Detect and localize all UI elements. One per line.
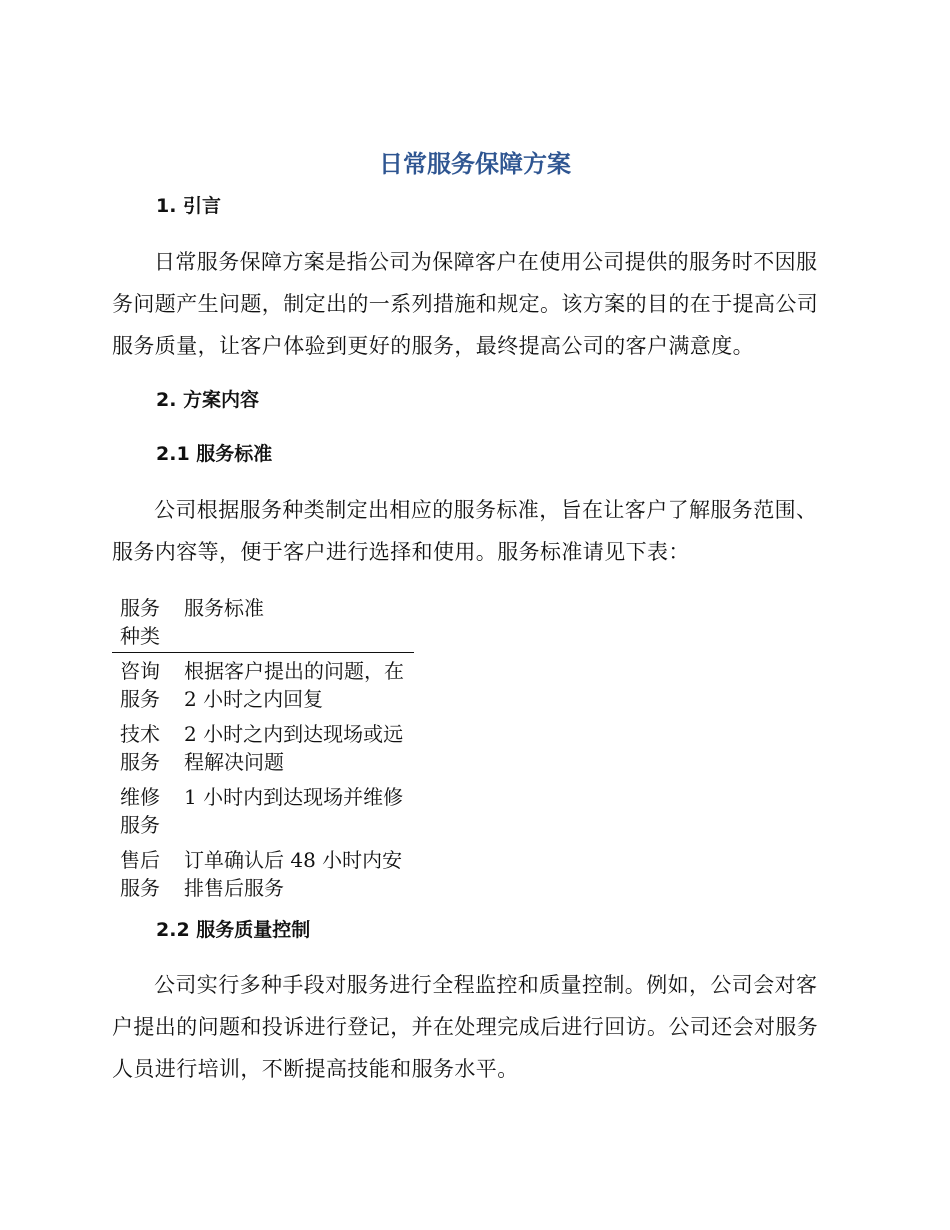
- paragraph-line: 务问题产生问题，制定出的一系列措施和规定。该方案的目的在于提高公司: [112, 292, 819, 316]
- table-header-service-standard: 服务标准: [184, 594, 414, 653]
- paragraph-line: 公司根据服务种类制定出相应的服务标准，旨在让客户了解服务范围、: [154, 498, 818, 522]
- paragraph-line: 户提出的问题和投诉进行登记，并在处理完成后进行回访。公司还会对服务: [112, 1015, 819, 1039]
- table-cell-service-standard: 2 小时之内到达现场或远程解决问题: [184, 722, 404, 774]
- table-cell-service-standard: 订单确认后 48 小时内安排售后服务: [184, 848, 403, 900]
- table-row: [112, 778, 414, 841]
- table-row: [112, 653, 414, 716]
- table-header-service-type: 服务种类: [112, 594, 184, 653]
- table-cell-service-type: 维修服务: [120, 785, 160, 837]
- table-cell-service-type: 咨询服务: [120, 659, 160, 711]
- table-row: [112, 841, 414, 904]
- document-title: 日常服务保障方案: [379, 150, 571, 178]
- table-cell-service-standard: 根据客户提出的问题，在 2 小时之内回复: [184, 659, 404, 711]
- service-standards-paragraph: [112, 489, 832, 573]
- table-cell-service-type: 售后服务: [120, 848, 160, 900]
- paragraph-line: 公司实行多种手段对服务进行全程监控和质量控制。例如，公司会对客: [154, 973, 818, 997]
- section-heading-service-standards: 2.1 服务标准: [156, 443, 273, 465]
- table-header-row: [112, 594, 414, 653]
- service-standards-table: [112, 594, 414, 904]
- section-heading-introduction: 1. 引言: [156, 195, 222, 217]
- section-heading-plan-content: 2. 方案内容: [156, 389, 260, 411]
- quality-control-paragraph: [112, 964, 832, 1090]
- paragraph-line: 日常服务保障方案是指公司为保障客户在使用公司提供的服务时不因服: [154, 250, 818, 274]
- table-cell-service-standard: 1 小时内到达现场并维修: [184, 785, 404, 809]
- table-row: [112, 715, 414, 778]
- table-cell-service-type: 技术服务: [120, 722, 160, 774]
- section-heading-quality-control: 2.2 服务质量控制: [156, 919, 311, 941]
- introduction-paragraph: [112, 241, 832, 367]
- paragraph-line: 服务内容等，便于客户进行选择和使用。服务标准请见下表：: [112, 540, 690, 564]
- paragraph-line: 人员进行培训，不断提高技能和服务水平。: [112, 1057, 519, 1081]
- paragraph-line: 服务质量，让客户体验到更好的服务，最终提高公司的客户满意度。: [112, 334, 754, 358]
